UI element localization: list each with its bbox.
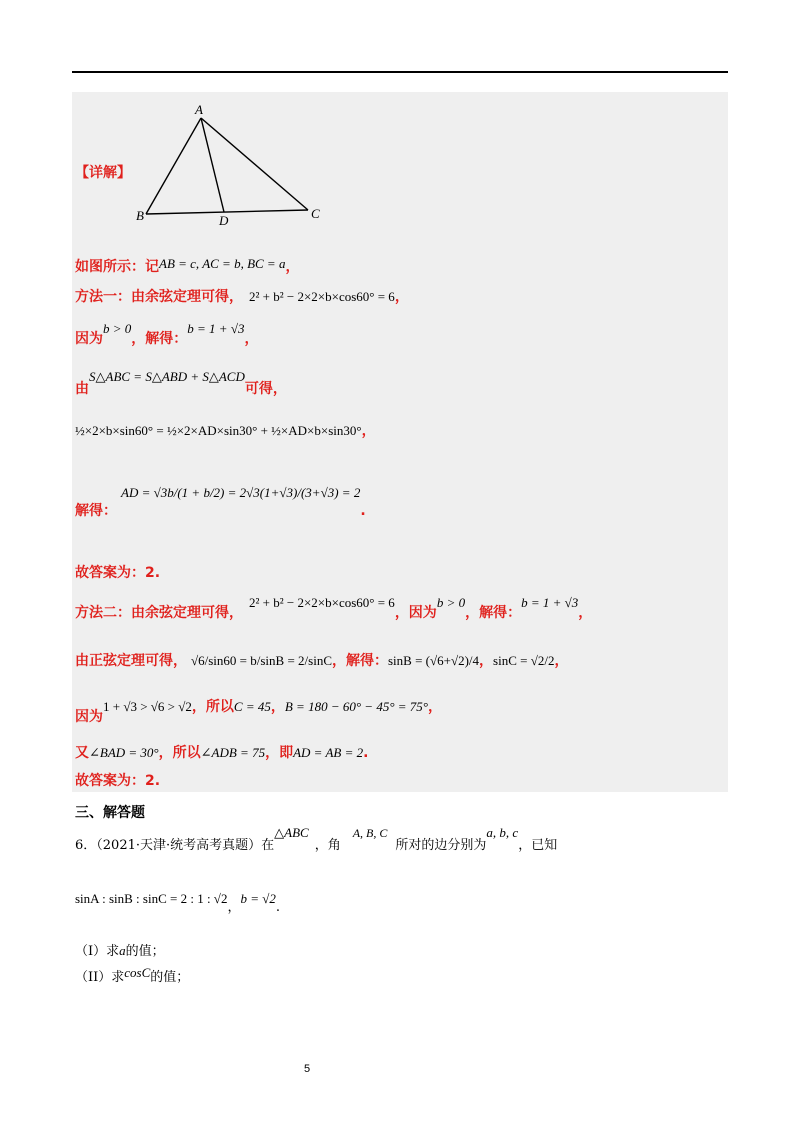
line10-text-2: ，所以 [191,699,234,715]
line2-math: 2² + b² − 2×2×b×cos60° = 6 [249,289,395,304]
line11-math-2: ∠ADB = 75 [200,745,266,760]
line11-text-4: . [363,745,369,761]
vertex-label-d: D [219,213,229,228]
part1-text-1: （I）求 [75,944,120,959]
solution-line-1 [75,256,299,276]
line4-text-2: 可得， [244,381,287,397]
line4-math: S△ABC = S△ABD + S△ACD [89,369,245,384]
line10-text-1: 因为 [75,709,103,725]
line5-suffix: ， [361,423,376,439]
given-sep: ， [227,900,241,915]
solution-line-5 [75,420,376,440]
line9-math-3: sinC = √2/2 [493,653,555,668]
line12-text-2: . [154,773,161,789]
line8-math-3: b = 1 + √3 [521,595,579,610]
line9-text-3: ， [479,653,494,669]
line10-math-2: C = 45 [233,699,271,714]
line11-text-2: ，所以 [158,745,201,761]
part2-text-2: 的值； [150,970,190,985]
line10-text-4: ， [428,699,442,715]
line9-math-2: sinB = (√6+√2)/4 [388,653,480,668]
line6-text-2: . [360,503,366,519]
solution-line-6 [75,482,366,519]
question-6-part-1 [75,940,165,959]
line10-text-3: ， [270,699,285,715]
solution-line-9 [75,650,568,670]
question-number: 6． [75,838,97,853]
line3-text-3: ， [244,331,259,347]
line11-text-1: 又 [75,745,89,761]
line10-math-3: B = 180 − 60° − 45° = 75° [284,699,428,714]
question-text-2: ，角 [314,838,341,853]
triangle-figure [130,100,330,228]
line7-value: 2 [145,565,155,581]
line2-prefix: 方法一：由余弦定理可得， [75,289,243,305]
line10-math-1: 1 + √3 > √6 > √2 [103,699,192,714]
part2-text-1: （II）求 [75,970,125,985]
line12-text-1: 故答案为： [75,773,145,789]
line8-text-2: ，因为 [394,605,437,621]
question-triangle: △ABC [274,825,309,840]
solution-line-2 [75,286,409,306]
line5-math: ½×2×b×sin60° = ½×2×AD×sin30° + ½×AD×b×sin30° [75,423,362,438]
part1-var: a [119,943,126,958]
line11-math-3: AD = AB = 2 [293,745,364,760]
line9-text-1: 由正弦定理可得， [75,653,187,669]
line3-math-1: b > 0 [103,321,132,336]
line1-math: AB = c, AC = b, BC = a [159,256,286,271]
question-angles: A, B, C [352,826,388,840]
line7-text-2: . [154,565,161,581]
detail-tag: 【详解】 [75,165,131,181]
solution-line-3 [75,318,259,347]
vertex-label-a: A [195,102,203,117]
line6-math: AD = √3b/(1 + b/2) = 2√3(1+√3)/(3+√3) = 2 [121,485,361,500]
line6-text-1: 解得： [75,503,117,519]
question-6-part-2 [75,966,189,985]
question-source: （2021·天津·统考高考真题）在 [96,838,275,853]
line8-text-3: ，解得： [465,605,522,621]
line4-text-1: 由 [75,381,89,397]
line11-math-1: ∠BAD = 30° [89,745,159,760]
line9-text-2: ，解得： [332,653,388,669]
solution-line-10 [75,696,442,725]
page-number: 5 [304,1063,311,1075]
question-6-given [75,888,281,915]
line1-suffix: ， [285,259,300,275]
solution-line-11 [75,742,368,762]
line3-text-2: ，解得： [131,331,188,347]
section-heading: 三、解答题 [75,805,145,821]
line3-math-2: b = 1 + √3 [187,321,245,336]
solution-line-8 [75,592,593,621]
given-end: . [275,900,281,915]
part1-text-2: 的值； [125,944,165,959]
given-b: b = √2 [240,891,276,906]
question-sides: a, b, c [486,825,519,840]
side-ab [146,118,201,214]
line11-text-3: ，即 [265,745,294,761]
header-rule [72,71,728,73]
line8-text-1: 方法二：由余弦定理可得， [75,605,243,621]
solution-line-7 [75,562,160,582]
vertex-label-b: B [136,208,144,223]
part2-var: cosC [124,965,151,980]
solution-line-4 [75,366,287,397]
segment-ad [201,118,224,212]
line3-text-1: 因为 [75,331,103,347]
line1-prefix: 如图所示：记 [75,259,159,275]
line9-text-4: ， [554,653,569,669]
question-text-3: 所对的边分别为 [395,838,487,853]
line8-math-1: 2² + b² − 2×2×b×cos60° = 6 [249,595,395,610]
vertex-label-c: C [311,206,320,221]
line2-suffix: ， [394,289,409,305]
given-ratio: sinA : sinB : sinC = 2 : 1 : √2 [75,891,228,906]
line12-value: 2 [145,773,155,789]
solution-line-12 [75,770,160,790]
side-ac [201,118,308,210]
line7-text-1: 故答案为： [75,565,145,581]
line8-math-2: b > 0 [436,595,466,610]
line9-math-1: √6/sin60 = b/sinB = 2/sinC [191,653,332,668]
line8-text-4: ， [578,605,593,621]
question-text-4: ，已知 [518,838,558,853]
